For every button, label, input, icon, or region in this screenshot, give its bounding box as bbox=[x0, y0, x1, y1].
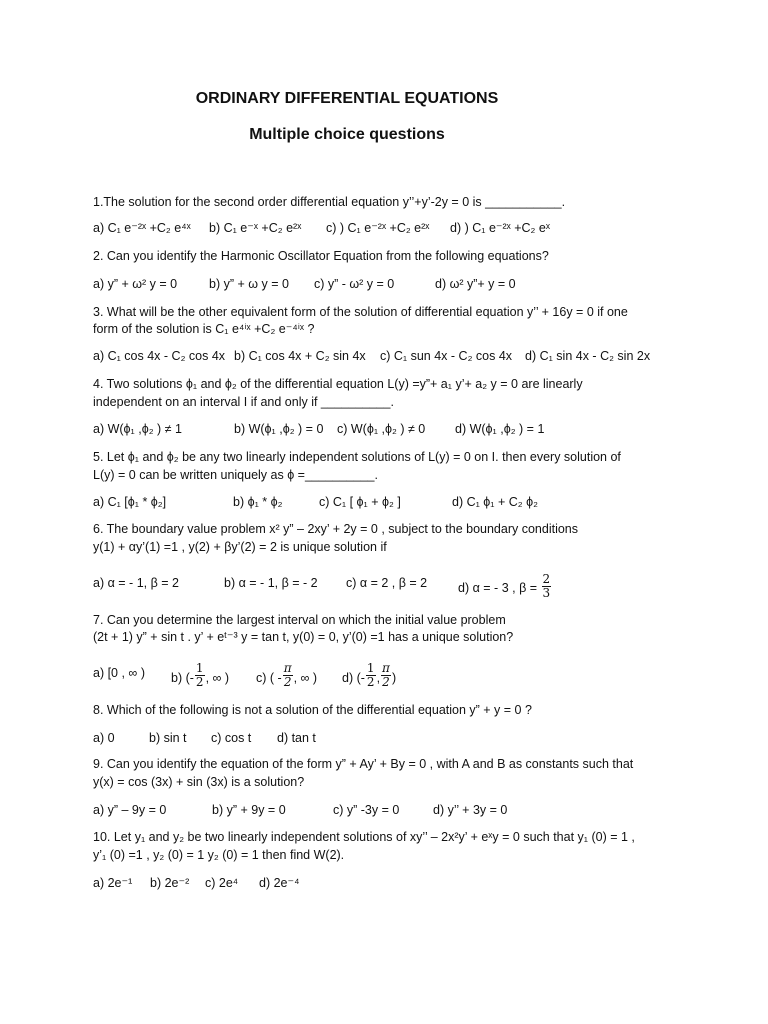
fraction-pi-half: $\frac{\pi}{2}$ bbox=[283, 661, 292, 689]
question-7-text-line-1: 7. Can you determine the largest interval on which the initial value problem bbox=[93, 613, 506, 627]
option-b bbox=[171, 661, 230, 692]
fraction-one-half: $\frac{1}{2}$ bbox=[195, 661, 204, 689]
question-4-text-line-1: 4. Two solutions ϕ₁ and ϕ₂ of the differential equation L(y) =y”+ a₁ y’+ a₂ y = 0 are linearly bbox=[93, 377, 583, 391]
fraction-two-thirds: $\frac{2}{3}$ bbox=[542, 572, 551, 600]
option-b: b) sin t bbox=[149, 731, 187, 745]
option-a: a) y” – 9y = 0 bbox=[93, 803, 167, 817]
option-d: d) 2e⁻⁴ bbox=[259, 876, 300, 890]
option-a: a) y” + ω² y = 0 bbox=[93, 277, 178, 291]
option-c: c) 2e⁴ bbox=[205, 876, 239, 890]
question-9-text-line-2: y(x) = cos (3x) + sin (3x) is a solution? bbox=[93, 775, 305, 789]
question-5-text-line-2: L(y) = 0 can be written uniquely as ϕ =__________. bbox=[93, 468, 378, 482]
option-c: c) α = 2 , β = 2 bbox=[346, 576, 428, 590]
question-3-text-line-1: 3. What will be the other equivalent form of the solution of differential equation y’’ + 16y = 0 if one bbox=[93, 305, 628, 319]
option-c bbox=[256, 661, 318, 692]
question-10-text-line-2: y’₁ (0) =1 , y₂ (0) = 1 y₂ (0) = 1 then find W(2). bbox=[93, 848, 345, 862]
option-c: c) W(ϕ₁ ,ϕ₂ ) ≠ 0 bbox=[337, 422, 426, 436]
question-5-text-line-1: 5. Let ϕ₁ and ϕ₂ be any two linearly independent solutions of L(y) = 0 on I. then every solution of bbox=[93, 450, 621, 464]
fraction-one-half: $\frac{1}{2}$ bbox=[366, 661, 375, 689]
question-8-text: 8. Which of the following is not a solution of the differential equation y” + y = 0 ? bbox=[93, 703, 532, 717]
document-subtitle: Multiple choice questions bbox=[249, 126, 445, 143]
option-d: d) W(ϕ₁ ,ϕ₂ ) = 1 bbox=[455, 422, 545, 436]
question-4-text-line-2: independent on an interval I if and only if __________. bbox=[93, 395, 394, 409]
option-d: d) tan t bbox=[277, 731, 316, 745]
question-1-text: 1.The solution for the second order differential equation y’’+y’-2y = 0 is ___________. bbox=[93, 195, 566, 209]
option-c: c) C₁ [ ϕ₁ + ϕ₂ ] bbox=[319, 495, 401, 509]
option-d: d) C₁ ϕ₁ + C₂ ϕ₂ bbox=[452, 495, 538, 509]
option-c: c) y” - ω² y = 0 bbox=[314, 277, 395, 291]
option-b: b) ϕ₁ * ϕ₂ bbox=[233, 495, 283, 509]
option-b-suffix: , ∞ ) bbox=[205, 670, 230, 685]
option-a: a) α = - 1, β = 2 bbox=[93, 576, 179, 590]
option-b: b) C₁ cos 4x + C₂ sin 4x bbox=[234, 349, 366, 363]
document-title: ORDINARY DIFFERENTIAL EQUATIONS bbox=[195, 90, 499, 107]
option-d-close: ) bbox=[391, 670, 397, 685]
option-a: a) 2e⁻¹ bbox=[93, 876, 133, 890]
option-c: c) y” -3y = 0 bbox=[333, 803, 400, 817]
option-c: c) ) C₁ e⁻²ˣ +C₂ e²ˣ bbox=[326, 221, 430, 235]
question-3-text-line-2: form of the solution is C₁ e⁴ⁱˣ +C₂ e⁻⁴ⁱˣ ? bbox=[93, 322, 315, 336]
option-b: b) y” + 9y = 0 bbox=[212, 803, 286, 817]
option-a: a) W(ϕ₁ ,ϕ₂ ) ≠ 1 bbox=[93, 422, 182, 436]
question-10-text-line-1: 10. Let y₁ and y₂ be two linearly independent solutions of xy’’ – 2x²y’ + eˣy = 0 such that y₁ (0) = 1 , bbox=[93, 830, 635, 844]
option-c: c) cos t bbox=[211, 731, 252, 745]
option-d: d) C₁ sin 4x - C₂ sin 2x bbox=[525, 349, 651, 363]
fraction-pi-half: $\frac{\pi}{2}$ bbox=[382, 661, 390, 689]
option-c: c) C₁ sun 4x - C₂ cos 4x bbox=[380, 349, 513, 363]
option-d-text: d) α = - 3 , β = bbox=[458, 580, 538, 595]
option-a: a) 0 bbox=[93, 731, 115, 745]
option-b-prefix: b) (- bbox=[171, 670, 194, 685]
option-d: d) y’’ + 3y = 0 bbox=[433, 803, 508, 817]
option-a: a) C₁ e⁻²ˣ +C₂ e⁴ˣ bbox=[93, 221, 191, 235]
option-b: b) W(ϕ₁ ,ϕ₂ ) = 0 bbox=[234, 422, 324, 436]
option-a: a) C₁ cos 4x - C₂ cos 4x bbox=[93, 349, 226, 363]
question-9-text-line-1: 9. Can you identify the equation of the form y” + Ay’ + By = 0 , with A and B as constants such that bbox=[93, 757, 634, 771]
option-d: d) ) C₁ e⁻²ˣ +C₂ eˣ bbox=[450, 221, 550, 235]
option-d: d) ω² y”+ y = 0 bbox=[435, 277, 516, 291]
question-7-text-line-2: (2t + 1) y” + sin t . y’ + eᵗ⁻³ y = tan t, y(0) = 0, y’(0) =1 has a unique solution? bbox=[93, 630, 514, 644]
option-d-comma: , bbox=[376, 670, 381, 685]
option-a: a) C₁ [ϕ₁ * ϕ₂] bbox=[93, 495, 167, 509]
option-d bbox=[458, 572, 552, 602]
option-b: b) α = - 1, β = - 2 bbox=[224, 576, 318, 590]
option-b: b) y” + ω y = 0 bbox=[209, 277, 289, 291]
option-c-prefix: c) ( - bbox=[256, 670, 282, 685]
question-6-text-line-2: y(1) + αy’(1) =1 , y(2) + βy’(2) = 2 is unique solution if bbox=[93, 540, 387, 554]
option-d-prefix: d) (- bbox=[342, 670, 365, 685]
option-b: b) 2e⁻² bbox=[150, 876, 190, 890]
option-c-suffix: , ∞ ) bbox=[293, 670, 318, 685]
option-a: a) [0 , ∞ ) bbox=[93, 666, 145, 680]
question-6-text-line-1: 6. The boundary value problem x² y” – 2xy’ + 2y = 0 , subject to the boundary conditions bbox=[93, 522, 579, 536]
option-b: b) C₁ e⁻ˣ +C₂ e²ˣ bbox=[209, 221, 302, 235]
question-2-text: 2. Can you identify the Harmonic Oscillator Equation from the following equations? bbox=[93, 249, 549, 263]
option-d bbox=[342, 661, 397, 692]
